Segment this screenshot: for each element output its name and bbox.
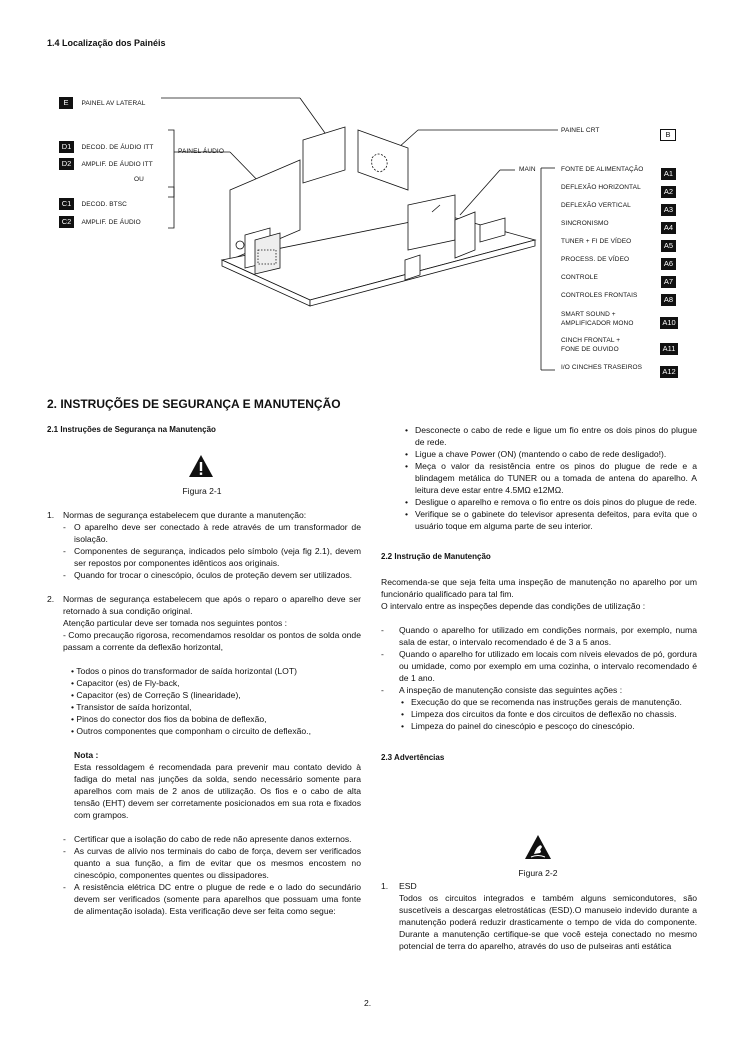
panel-code-badge: A8: [661, 294, 676, 306]
dash-text: A inspeção de manutenção consiste das seguintes ações :: [399, 685, 623, 695]
bullet-item: • Outros componentes que componham o circuito de deflexão.,: [71, 726, 311, 736]
panel-label: DEFLEXÃO HORIZONTAL: [561, 184, 641, 191]
panel-code-badge: A7: [661, 276, 676, 288]
dash-item: - O aparelho deve ser conectado à rede através de um transformador de isolação.: [63, 522, 361, 544]
panel-label: DECOD. DE ÁUDIO ITT: [81, 144, 154, 151]
bullet-item: • Todos o pinos do transformador de saída horizontal (LOT): [71, 666, 297, 676]
bullet-item: • Pinos do conector dos fios da bobina de deflexão,: [71, 714, 267, 724]
bullet-text: Desconecte o cabo de rede e ligue um fio entre os dois pinos do plugue de rede.: [415, 425, 697, 447]
dash-text: Quando o aparelho for utilizado em condições normais, por exemplo, numa sala de estar, o intervalo recomendado é de 3 a 5 anos.: [399, 625, 697, 647]
note-text: Esta ressoldagem é recomendada para prevenir mau contato devido à fadiga do metal nas junções da solda, sendo necessário somente para aparelhos com mais de 2 anos de utilização. Os fios e o cabo de alta tensão (EHT) devem ser corretamente posicionados em sua rota e fixados com grampos.: [74, 762, 361, 820]
panel-label: FONE DE OUVIDO: [561, 346, 619, 353]
figure-2-2-caption: Figura 2-2: [518, 868, 558, 878]
bullet-item: • Capacitor (es) de Correção S (linearidade),: [71, 690, 241, 700]
bullet-item: • Capacitor (es) de Fly-back,: [71, 678, 180, 688]
panel-code-badge: A10: [660, 317, 678, 329]
panel-label: CONTROLE: [561, 274, 598, 281]
bullet-item: • Desconecte o cabo de rede e ligue um fio entre os dois pinos do plugue de rede.: [405, 425, 697, 447]
panel-code-badge: A6: [661, 258, 676, 270]
dash-text: Quando o aparelho for utilizado em locais com níveis elevados de pó, gordura ou umidade, como por exemplo em uma cozinha, o intervalo recomendado é de 1 ano.: [399, 649, 697, 683]
panel-code-badge: D2: [59, 158, 74, 170]
note-title: Nota :: [74, 750, 99, 760]
dash-list: [381, 624, 697, 696]
painel-crt-label: PAINEL CRT: [561, 127, 600, 134]
section-1-4-title: 1.4 Localização dos Painéis: [47, 38, 166, 48]
dash-text: As curvas de alívio nos terminais do cabo de força, devem ser verificados quanto a sua função, a fim de evitar que os mesmos encostem no cinescópio, componentes quentes ou dissipadores.: [74, 846, 361, 880]
bullet-item: • Desligue o aparelho e remova o fio entre os dois pinos do plugue de rede.: [405, 497, 697, 507]
bullet-text: Limpeza dos circuitos da fonte e dos circuitos de deflexão no chassis.: [411, 709, 677, 719]
panel-code-badge: B: [660, 129, 676, 141]
bullet-text: Limpeza do painel do cinescópio e pescoço do cinescópio.: [411, 721, 635, 731]
panel-label: PROCESS. DE VÍDEO: [561, 256, 630, 263]
panel-location-diagram: [0, 0, 744, 400]
bullet-list: [63, 665, 361, 737]
dash-text: Quando for trocar o cinescópio, óculos de proteção devem ser utilizados.: [74, 570, 353, 580]
bullet-text: Transistor de saída horizontal,: [76, 702, 192, 712]
esd-text: Todos os circuitos integrados e também alguns semicondutores, são suscetíveis a descargas eletrostáticas (ESD).O manuseio indevido durante a manutenção poderá reduzir drasticamente o tempo de vida do componente. Durante a manutenção certifique-se que você esteja conectado no mesmo potencial de terra do aparelho, através do uso de pulseiras anti estática: [399, 893, 697, 951]
paragraph: Normas de segurança estabelecem que após o reparo o aparelho deve ser retornado à sua condição original.: [63, 594, 361, 616]
panel-label: SINCRONISMO: [561, 220, 609, 227]
panel-code-badge: A2: [661, 186, 676, 198]
panel-code-badge: A11: [660, 343, 678, 355]
bullet-text: Execução do que se recomenda nas instruções gerais de manutenção.: [411, 697, 682, 707]
panel-label: FONTE DE ALIMENTAÇÃO: [561, 166, 644, 173]
right-column: [381, 424, 697, 764]
panel-label: AMPLIF. DE ÁUDIO: [81, 219, 141, 226]
list-number: 2.: [47, 594, 55, 604]
dash-item: - A resistência elétrica DC entre o plugue de rede e o lado do secundário devem ser verificados (somente para aparelhos que possuam uma fonte de alimentação isolada). Esta verificação deve ser feita como segue:: [63, 882, 361, 916]
section-2-2-title: 2.2 Instrução de Manutenção: [381, 552, 491, 561]
dash-item: - As curvas de alívio nos terminais do cabo de força, devem ser verificados quanto a sua função, a fim de evitar que os mesmos encostem no cinescópio, componentes quentes ou dissipadores.: [63, 846, 361, 880]
esd-title: ESD: [399, 881, 417, 891]
panel-label: AMPLIFICADOR MONO: [561, 320, 634, 327]
panel-label: I/O CINCHES TRASEIROS: [561, 364, 643, 371]
main-label: MAIN: [519, 166, 536, 173]
paragraph: Recomenda-se que seja feita uma inspeção de manutenção no aparelho por um funcionário qualificado para tal fim.: [381, 577, 697, 599]
list-item: [47, 593, 361, 917]
bullet-item: • Meça o valor da resistência entre os pinos do plugue de rede e a blindagem metálica do TUNER ou a tomada de antena do aparelho. A leitura deve estar entre 4.5MΩ e12MΩ.: [405, 461, 697, 495]
panel-code-badge: A4: [661, 222, 676, 234]
esd-block: [381, 880, 697, 952]
bullet-text: Meça o valor da resistência entre os pinos do plugue de rede e a blindagem metálica do TUNER ou a tomada de antena do aparelho. A leitura deve estar entre 4.5MΩ e12MΩ.: [415, 461, 697, 495]
bullet-list: [381, 424, 697, 532]
panel-code-badge: C2: [59, 216, 74, 228]
or-label: OU: [134, 176, 144, 183]
bullet-text: Ligue a chave Power (ON) (mantendo o cabo de rede desligado!).: [415, 449, 667, 459]
list-item: [381, 880, 697, 952]
bullet-list: [381, 696, 697, 732]
panel-label: AMPLIF. DE ÁUDIO ITT: [81, 161, 153, 168]
panel-label: PAINEL AV LATERAL: [81, 100, 146, 107]
section-2-1-title: 2.1 Instruções de Segurança na Manutenção: [47, 425, 216, 434]
panel-label: TUNER + FI DE VÍDEO: [561, 238, 632, 245]
bullet-text: Desligue o aparelho e remova o fio entre os dois pinos do plugue de rede.: [415, 497, 697, 507]
bullet-text: Pinos do conector dos fios da bobina de deflexão,: [76, 714, 267, 724]
figure-2-1-caption: Figura 2-1: [182, 486, 222, 496]
dash-text: O aparelho deve ser conectado à rede através de um transformador de isolação.: [74, 522, 361, 544]
page-number: 2.: [364, 998, 372, 1008]
bullet-item: • Limpeza do painel do cinescópio e pescoço do cinescópio.: [401, 720, 697, 732]
panel-code-badge: A5: [661, 240, 676, 252]
dash-list: [63, 833, 361, 917]
panel-code-badge: A1: [661, 168, 676, 180]
bullet-item: • Transistor de saída horizontal,: [71, 702, 192, 712]
paragraph: Normas de segurança estabelecem que durante a manutenção:: [63, 510, 307, 520]
warning-icon: [188, 454, 214, 478]
list-number: 1.: [47, 510, 55, 520]
note-block: [63, 749, 361, 821]
bullet-text: Todos o pinos do transformador de saída horizontal (LOT): [76, 666, 297, 676]
list-body: [63, 509, 361, 581]
paragraph: O intervalo entre as inspeções depende das condições de utilização :: [381, 601, 646, 611]
dash-item: - Quando o aparelho for utilizado em condições normais, por exemplo, numa sala de estar, o intervalo recomendado é de 3 a 5 anos.: [381, 625, 697, 647]
section-2-3-title: 2.3 Advertências: [381, 753, 445, 762]
dash-item: - Quando for trocar o cinescópio, óculos de proteção devem ser utilizados.: [63, 569, 361, 581]
section-2-title: 2. INSTRUÇÕES DE SEGURANÇA E MANUTENÇÃO: [47, 397, 341, 411]
paragraph: - Como precaução rigorosa, recomendamos resoldar os pontos de solda onde passam a corrente da deflexão horizontal,: [63, 630, 361, 652]
paragraph: Atenção particular deve ser tomada nos seguintes pontos :: [63, 618, 288, 628]
bullet-item: • Ligue a chave Power (ON) (mantendo o cabo de rede desligado!).: [405, 448, 697, 460]
panel-label: DECOD. BTSC: [81, 201, 127, 208]
bullet-item: • Execução do que se recomenda nas instruções gerais de manutenção.: [401, 696, 697, 708]
dash-item: - A inspeção de manutenção consiste das seguintes ações :: [381, 684, 697, 696]
dash-item: - Componentes de segurança, indicados pelo símbolo (veja fig 2.1), devem ser repostos por componentes idênticos aos originais.: [63, 546, 361, 568]
dash-text: Componentes de segurança, indicados pelo símbolo (veja fig 2.1), devem ser repostos por componentes idênticos aos originais.: [74, 546, 361, 568]
panel-label: CINCH FRONTAL +: [561, 337, 621, 344]
bullet-text: Outros componentes que componham o circuito de deflexão.,: [76, 726, 311, 736]
list-number: 1.: [381, 881, 389, 891]
bullet-item: • Limpeza dos circuitos da fonte e dos circuitos de deflexão no chassis.: [401, 708, 697, 720]
dash-text: A resistência elétrica DC entre o plugue de rede e o lado do secundário devem ser verificados (somente para aparelhos que possuam uma fonte de alimentação isolada). Esta verificação deve ser feita como segue:: [74, 882, 361, 916]
panel-code-badge: D1: [59, 141, 74, 153]
panel-code-badge: A3: [661, 204, 676, 216]
dash-item: - Certificar que a isolação do cabo de rede não apresente danos externos.: [63, 833, 361, 845]
panel-label: SMART SOUND +: [561, 311, 616, 318]
list-item: [47, 509, 361, 581]
panel-code-badge: E: [59, 97, 73, 109]
esd-warning-icon: [524, 834, 552, 860]
bullet-text: Capacitor (es) de Fly-back,: [76, 678, 180, 688]
left-column: [47, 509, 361, 917]
panel-label: CONTROLES FRONTAIS: [561, 292, 638, 299]
panel-code-badge: A12: [660, 366, 678, 378]
panel-label: DEFLEXÃO VERTICAL: [561, 202, 631, 209]
list-body: [63, 593, 361, 917]
bullet-item: • Verifique se o gabinete do televisor apresenta defeitos, para evita que o usuário toque em alguma parte de seu interior.: [405, 509, 697, 531]
bullet-text: Capacitor (es) de Correção S (linearidade),: [76, 690, 241, 700]
dash-text: Certificar que a isolação do cabo de rede não apresente danos externos.: [74, 834, 352, 844]
list-body: [399, 880, 697, 952]
bullet-text: Verifique se o gabinete do televisor apresenta defeitos, para evita que o usuário toque em alguma parte de seu interior.: [415, 509, 697, 531]
painel-audio-label: PAINEL ÁUDIO: [178, 148, 224, 155]
panel-code-badge: C1: [59, 198, 74, 210]
dash-item: - Quando o aparelho for utilizado em locais com níveis elevados de pó, gordura ou umidade, como por exemplo em uma cozinha, o intervalo recomendado é de 1 ano.: [381, 649, 697, 683]
